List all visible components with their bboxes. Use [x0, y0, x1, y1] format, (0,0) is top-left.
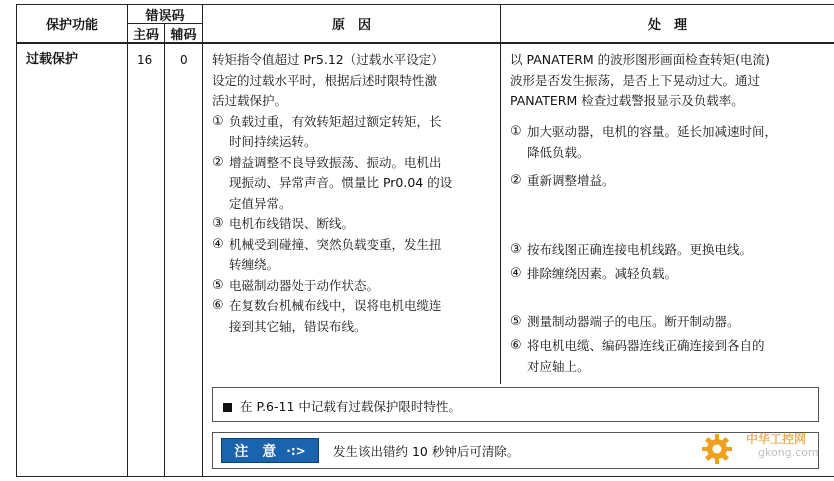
sub-code-cell: 0 [180, 53, 188, 67]
action-item-line: 将电机电缆、编码器连线正确连接到各自的 [527, 338, 765, 353]
cause-item-5 [212, 276, 498, 297]
action-intro-line-3: PANATERM 检查过载警报显示及负载率。 [510, 93, 744, 108]
cause-item-number: ③ [212, 216, 224, 231]
cause-item-line: 机械受到碰撞、突然负载变重，发生扭 [229, 236, 442, 252]
cause-item-line: 定值异常。 [229, 195, 292, 211]
action-item-1 [510, 122, 830, 163]
attention-text: 发生该出错约 10 秒钟后可清除。 [333, 444, 520, 459]
cause-item-line: 现振动、异常声音。惯量比 Pr0.04 的设 [229, 175, 453, 190]
cause-item-1 [212, 112, 498, 153]
note-box [212, 387, 819, 422]
header-action: 处 理 [647, 18, 687, 33]
cause-item-line: 增益调整不良导致振荡、振动。电机出 [229, 154, 442, 170]
col-divider-1 [127, 4, 128, 477]
col-divider-3 [202, 4, 203, 477]
action-intro [510, 50, 830, 112]
header-function: 保护功能 [45, 18, 98, 33]
cause-item-number: ④ [212, 236, 224, 252]
main-code-cell: 16 [137, 53, 153, 67]
watermark-logo [700, 428, 830, 472]
cause-item-line: 时间持续运转。 [229, 134, 317, 149]
action-item-line: 排除缠绕因素。减轻负载。 [527, 266, 678, 281]
header-cause: 原 因 [331, 18, 371, 33]
action-item-3 [510, 240, 830, 261]
cause-intro-line-3: 活过载保护。 [212, 93, 288, 108]
cause-item-line: 负载过重，有效转矩超过额定转矩，长 [229, 113, 442, 129]
attention-badge [221, 438, 319, 463]
action-item-number: ① [510, 124, 522, 139]
action-item-line: 按布线图正确连接电机线路。更换电线。 [527, 242, 753, 257]
action-item-6 [510, 336, 830, 377]
cause-item-line: 接到其它轴，错误布线。 [229, 318, 367, 334]
cause-item-line: 电磁制动器处于动作状态。 [229, 277, 380, 293]
action-item-line: 加大驱动器，电机的容量。延长加减速时间， [527, 124, 778, 139]
watermark-text-en: gkong.com [758, 446, 819, 459]
cause-item-line: 转缠绕。 [229, 257, 280, 272]
action-item-4 [510, 264, 830, 285]
col-divider-2 [164, 23, 165, 477]
header-sub-code: 辅码 [170, 27, 197, 43]
action-item-5 [510, 312, 830, 333]
cause-item-4 [212, 235, 498, 276]
left-border [16, 4, 17, 477]
cause-item-number: ② [212, 154, 224, 170]
action-item-line: 重新调整增益。 [527, 173, 615, 188]
header-error-code: 错误码 [145, 8, 185, 24]
action-item-line: 对应轴上。 [527, 358, 590, 374]
action-item-number: ② [510, 173, 522, 188]
action-intro-line-2: 波形是否发生振荡，是否上下晃动过大。通过 [510, 72, 761, 88]
action-item-line: 测量制动器端子的电压。断开制动器。 [527, 314, 740, 329]
table-bottom-border [16, 476, 834, 477]
action-item-number: ⑥ [510, 338, 522, 353]
attention-label: 注 意 [234, 443, 277, 460]
cause-item-line: 电机布线错误、断线。 [229, 216, 355, 231]
cause-text [212, 50, 498, 337]
action-item-2 [510, 171, 830, 192]
square-bullet-icon [223, 403, 232, 412]
gear-icon [700, 432, 734, 466]
cause-item-3 [212, 214, 498, 235]
cause-item-6 [212, 296, 498, 337]
action-item-line: 降低负载。 [527, 144, 590, 160]
cause-intro-line-2: 设定的过载水平时，根据后述时限特性激 [212, 72, 438, 88]
cause-intro-line-1: 转矩指令值超过 Pr5.12（过载水平设定） [212, 52, 444, 67]
action-item-number: ④ [510, 266, 522, 281]
action-item-number: ③ [510, 242, 522, 257]
action-intro-line-1: 以 PANATERM 的波形图形画面检查转矩(电流) [510, 52, 770, 67]
col-divider-4 [500, 4, 501, 384]
action-item-number: ⑤ [510, 314, 522, 329]
arrow-icon: ·:> [286, 443, 306, 458]
cause-item-number: ⑤ [212, 277, 224, 293]
cause-item-number: ① [212, 113, 224, 129]
cause-item-line: 在复数台机械布线中，误将电机电缆连 [229, 298, 442, 313]
function-cell: 过载保护 [26, 52, 79, 67]
note-text: 在 P.6-11 中记载有过载保护限时特性。 [240, 399, 461, 414]
note-line [223, 397, 461, 415]
cause-item-number: ⑥ [212, 298, 224, 313]
cause-item-2 [212, 153, 498, 215]
watermark-text-cn: 中华工控网 [746, 432, 807, 446]
header-main-code: 主码 [132, 27, 159, 43]
